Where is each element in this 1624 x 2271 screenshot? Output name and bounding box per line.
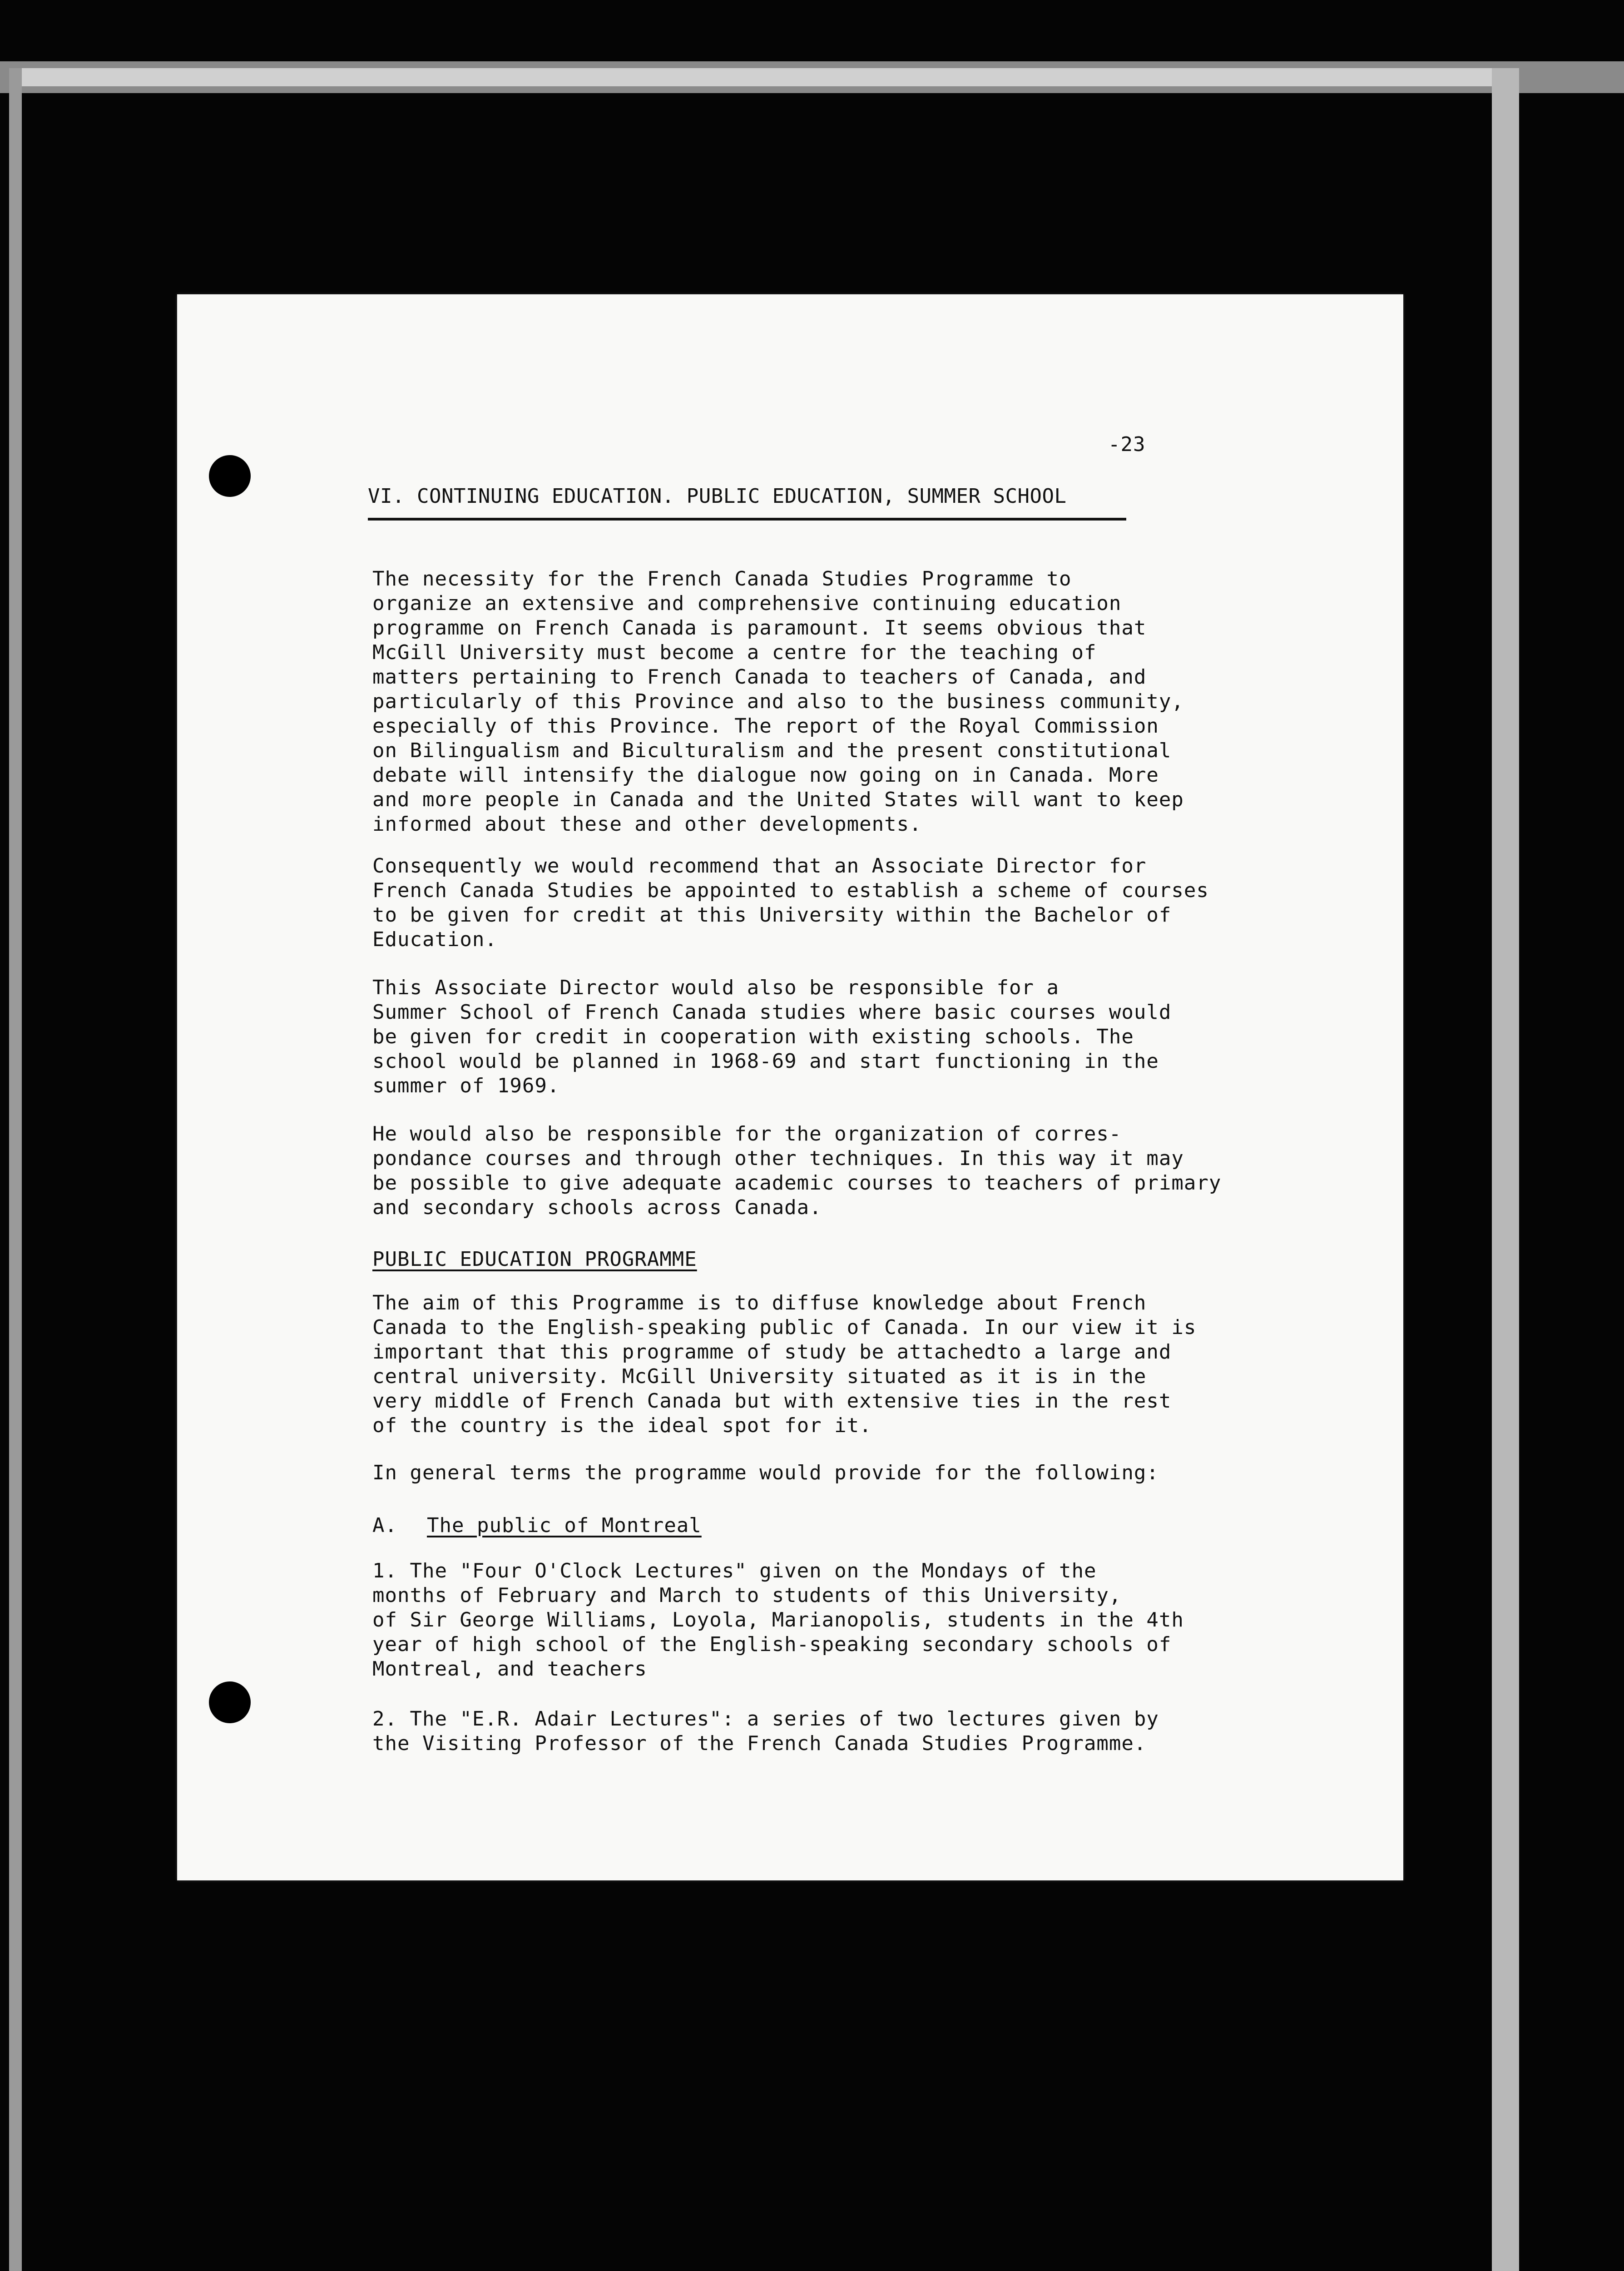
punch-hole-top	[209, 455, 251, 497]
paragraph-associate-director: Consequently we would recommend that an Associate Director for French Canada Studies be appointed to establish a scheme of courses to be given for credit at this University within the Bachelor of Education.	[372, 854, 1209, 951]
film-edge-left	[9, 68, 22, 2271]
paragraph-continuing-education: The necessity for the French Canada Studies Programme to organize an extensive and comprehensive continuing education programme on French Canada is paramount. It seems obvious that McGill University must become a centre for the teaching of matters pertaining to French Canada to teachers of Canada, and particularly of this Province and also to the business community, especially of this Province. The report of the Royal Commission on Bilingualism and Biculturalism and the present constitutional debate will intensify the dialogue now going on in Canada. More and more people in Canada and the United States will want to keep informed about these and other developments.	[372, 567, 1184, 836]
heading-underline	[368, 518, 1126, 521]
section-a-title: The public of Montreal	[427, 1514, 702, 1537]
section-a-label: A.	[372, 1514, 397, 1537]
paragraph-public-education-aim: The aim of this Programme is to diffuse knowledge about French Canada to the English-speaking public of Canada. In our view it is important that this programme of study be attachedto a large and central university. McGill University situated as it is in the very middle of French Canada but with extensive ties in the rest of the country is the ideal spot for it.	[372, 1291, 1197, 1437]
film-edge-top-inner	[18, 68, 1512, 86]
paragraph-provisions: In general terms the programme would provide for the following:	[372, 1461, 1159, 1484]
list-item-four-oclock-lectures: 1. The "Four O'Clock Lectures" given on the Mondays of the months of February and March to students of this University, of Sir George Williams, Loyola, Marianopolis, students in the 4th year of high school of the English-speaking secondary schools of Montreal, and teachers	[372, 1559, 1184, 1681]
page-number: -23	[1108, 433, 1146, 456]
section-heading: VI. CONTINUING EDUCATION. PUBLIC EDUCATION, SUMMER SCHOOL	[368, 485, 1067, 508]
paragraph-summer-school: This Associate Director would also be responsible for a Summer School of French Canada studies where basic courses would be given for credit in cooperation with existing schools. The school would be planned in 1968-69 and start functioning in the summer of 1969.	[372, 976, 1172, 1097]
punch-hole-bottom	[209, 1681, 251, 1723]
subheading-public-education: PUBLIC EDUCATION PROGRAMME	[372, 1248, 697, 1271]
list-item-adair-lectures: 2. The "E.R. Adair Lectures": a series of two lectures given by the Visiting Professor of the French Canada Studies Programme.	[372, 1707, 1159, 1755]
film-edge-right	[1492, 68, 1519, 2271]
paragraph-correspondance: He would also be responsible for the organization of corres- pondance courses and through other techniques. In this way it may be possible to give adequate academic courses to teachers of primary and secondary schools across Canada.	[372, 1122, 1222, 1219]
